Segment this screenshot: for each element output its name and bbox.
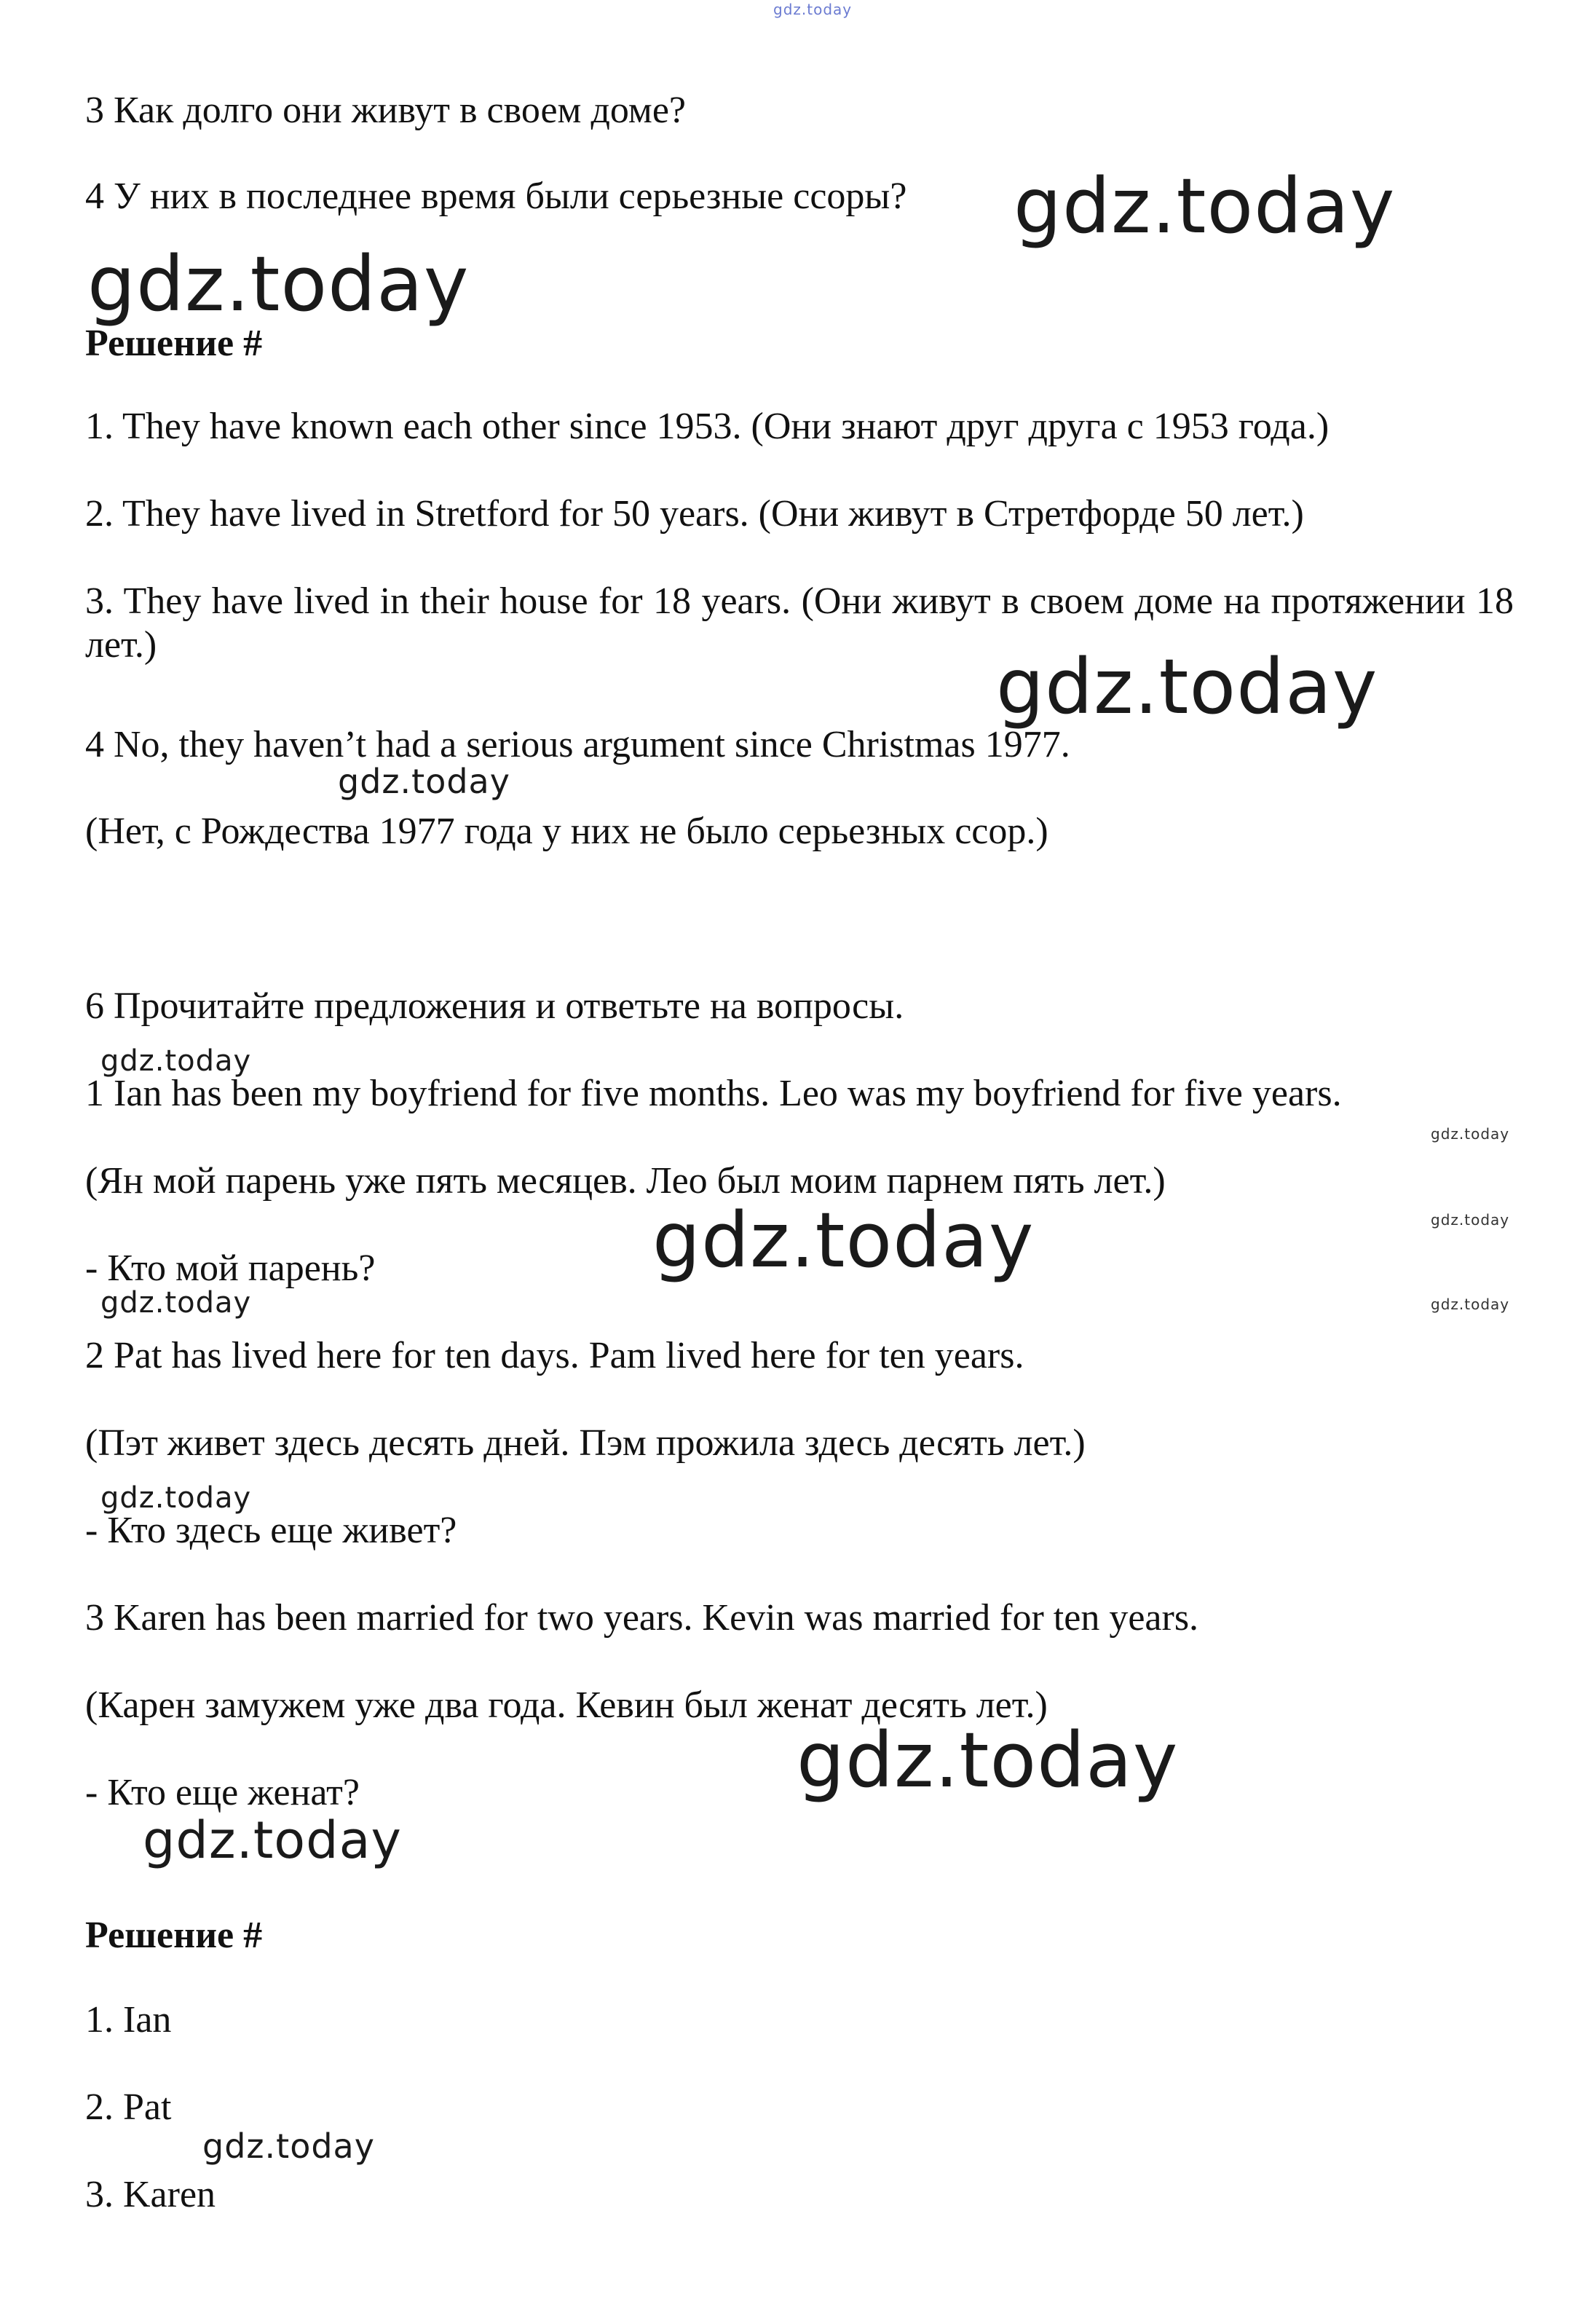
watermark: gdz.today — [87, 240, 470, 328]
watermark: gdz.today — [1431, 1211, 1510, 1229]
answer-2: 2. Pat — [85, 2086, 172, 2128]
sentence-1: 1 Ian has been my boyfriend for five months. Leo was my boyfriend for five years. — [85, 1073, 1342, 1114]
sentence-3-translation: (Карен замужем уже два года. Кевин был женат десять лет.) — [85, 1684, 1048, 1726]
answer-1: 1. Ian — [85, 1999, 172, 2041]
sentence-1-question: - Кто мой парень? — [85, 1247, 376, 1289]
question-4: 4 У них в последнее время были серьезные ссоры? — [85, 176, 907, 217]
solution-heading: Решение # — [85, 1915, 263, 1956]
watermark: gdz.today — [773, 1, 853, 18]
answer-2: 2. They have lived in Stretford for 50 years. (Они живут в Стретфорде 50 лет.) — [85, 493, 1304, 535]
sentence-3-question: - Кто еще женат? — [85, 1772, 360, 1813]
answer-1: 1. They have known each other since 1953. (Они знают друг друга с 1953 года.) — [85, 406, 1330, 447]
watermark: gdz.today — [996, 642, 1378, 731]
sentence-2-translation: (Пэт живет здесь десять дней. Пэм прожила здесь десять лет.) — [85, 1422, 1086, 1464]
watermark: gdz.today — [797, 1716, 1179, 1805]
sentence-3: 3 Karen has been married for two years. Kevin was married for ten years. — [85, 1597, 1199, 1639]
watermark: gdz.today — [202, 2126, 375, 2166]
watermark: gdz.today — [1014, 162, 1396, 251]
watermark: gdz.today — [338, 762, 510, 801]
answer-4-translation: (Нет, с Рождества 1977 года у них не было серьезных ссор.) — [85, 811, 1048, 852]
answer-3: 3. They have lived in their house for 18 years. (Они живут в своем доме на протяжении 18 лет.) — [85, 580, 1514, 666]
watermark: gdz.today — [1431, 1296, 1510, 1313]
answer-3: 3. Karen — [85, 2174, 216, 2215]
watermark: gdz.today — [100, 1286, 252, 1320]
watermark: gdz.today — [652, 1196, 1035, 1285]
watermark: gdz.today — [1431, 1125, 1510, 1143]
sentence-2: 2 Pat has lived here for ten days. Pam lived here for ten years. — [85, 1335, 1024, 1376]
watermark: gdz.today — [100, 1044, 252, 1078]
solution-heading: Решение # — [85, 323, 263, 364]
answer-4: 4 No, they haven’t had a serious argument since Christmas 1977. — [85, 724, 1070, 765]
sentence-2-question: - Кто здесь еще живет? — [85, 1510, 457, 1551]
sentence-1-translation: (Ян мой парень уже пять месяцев. Лео был моим парнем пять лет.) — [85, 1160, 1166, 1202]
watermark: gdz.today — [143, 1810, 402, 1870]
watermark: gdz.today — [100, 1481, 252, 1515]
question-3: 3 Как долго они живут в своем доме? — [85, 90, 686, 131]
task-title: 6 Прочитайте предложения и ответьте на вопросы. — [85, 985, 904, 1027]
